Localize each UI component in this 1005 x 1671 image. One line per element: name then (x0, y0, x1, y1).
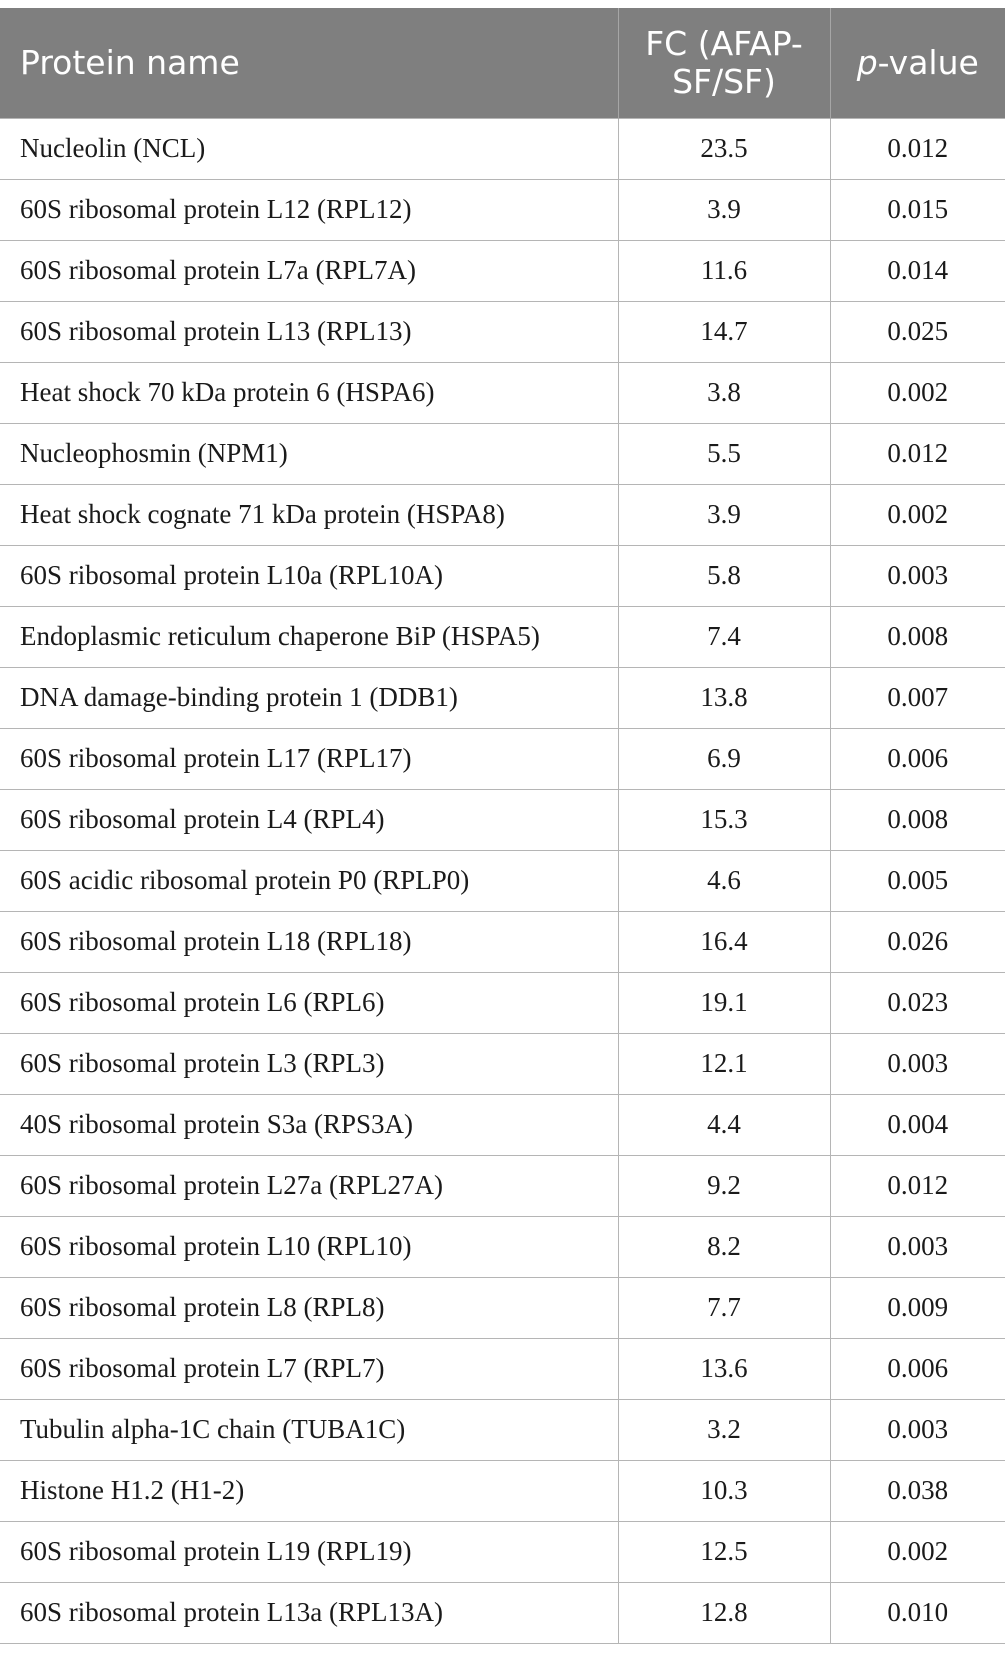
p-value-cell: 0.012 (830, 423, 1005, 484)
p-value-cell: 0.012 (830, 1155, 1005, 1216)
table-row (0, 789, 1005, 850)
fold-change-cell: 15.3 (618, 789, 830, 850)
table-row (0, 484, 1005, 545)
table-row (0, 301, 1005, 362)
p-value-cell: 0.007 (830, 667, 1005, 728)
table-row (0, 1216, 1005, 1277)
table-row (0, 362, 1005, 423)
fold-change-cell: 19.1 (618, 972, 830, 1033)
header-p-value (830, 8, 1005, 118)
protein-name-cell: Heat shock 70 kDa protein 6 (HSPA6) (0, 362, 618, 423)
fold-change-cell: 14.7 (618, 301, 830, 362)
header-p-italic: p (856, 42, 878, 82)
fold-change-cell: 12.1 (618, 1033, 830, 1094)
protein-name-cell: Histone H1.2 (H1-2) (0, 1460, 618, 1521)
fold-change-cell: 5.8 (618, 545, 830, 606)
p-value-cell: 0.002 (830, 1521, 1005, 1582)
table-row (0, 1338, 1005, 1399)
p-value-cell: 0.012 (830, 118, 1005, 179)
fold-change-cell: 12.8 (618, 1582, 830, 1643)
p-value-cell: 0.003 (830, 1399, 1005, 1460)
fold-change-cell: 5.5 (618, 423, 830, 484)
fold-change-cell: 3.8 (618, 362, 830, 423)
protein-name-cell: 60S ribosomal protein L4 (RPL4) (0, 789, 618, 850)
table-header (0, 8, 1005, 118)
fold-change-cell: 6.9 (618, 728, 830, 789)
header-fold-change: FC (AFAP-SF/SF) (618, 8, 830, 118)
p-value-cell: 0.003 (830, 1033, 1005, 1094)
p-value-cell: 0.002 (830, 362, 1005, 423)
protein-name-cell: 40S ribosomal protein S3a (RPS3A) (0, 1094, 618, 1155)
header-protein-name: Protein name (0, 8, 618, 118)
fold-change-cell: 3.9 (618, 484, 830, 545)
protein-table-container (0, 8, 1005, 1644)
protein-name-cell: 60S ribosomal protein L10a (RPL10A) (0, 545, 618, 606)
table-row (0, 1399, 1005, 1460)
fold-change-cell: 12.5 (618, 1521, 830, 1582)
p-value-cell: 0.008 (830, 606, 1005, 667)
protein-name-cell: Endoplasmic reticulum chaperone BiP (HSPA5) (0, 606, 618, 667)
fold-change-cell: 4.4 (618, 1094, 830, 1155)
table-row (0, 118, 1005, 179)
table-row (0, 1277, 1005, 1338)
table-row (0, 1582, 1005, 1643)
fold-change-cell: 13.6 (618, 1338, 830, 1399)
table-row (0, 728, 1005, 789)
table-row (0, 972, 1005, 1033)
p-value-cell: 0.006 (830, 1338, 1005, 1399)
protein-name-cell: 60S acidic ribosomal protein P0 (RPLP0) (0, 850, 618, 911)
table-row (0, 911, 1005, 972)
protein-name-cell: 60S ribosomal protein L10 (RPL10) (0, 1216, 618, 1277)
protein-name-cell: 60S ribosomal protein L3 (RPL3) (0, 1033, 618, 1094)
table-row (0, 423, 1005, 484)
table-row (0, 1521, 1005, 1582)
protein-name-cell: 60S ribosomal protein L7 (RPL7) (0, 1338, 618, 1399)
fold-change-cell: 23.5 (618, 118, 830, 179)
fold-change-cell: 4.6 (618, 850, 830, 911)
protein-name-cell: 60S ribosomal protein L12 (RPL12) (0, 179, 618, 240)
protein-name-cell: Nucleophosmin (NPM1) (0, 423, 618, 484)
p-value-cell: 0.023 (830, 972, 1005, 1033)
p-value-cell: 0.003 (830, 545, 1005, 606)
fold-change-cell: 8.2 (618, 1216, 830, 1277)
p-value-cell: 0.003 (830, 1216, 1005, 1277)
protein-name-cell: Tubulin alpha-1C chain (TUBA1C) (0, 1399, 618, 1460)
fold-change-cell: 7.7 (618, 1277, 830, 1338)
header-row (0, 8, 1005, 118)
fold-change-cell: 11.6 (618, 240, 830, 301)
table-row (0, 667, 1005, 728)
protein-name-cell: 60S ribosomal protein L8 (RPL8) (0, 1277, 618, 1338)
protein-name-cell: 60S ribosomal protein L6 (RPL6) (0, 972, 618, 1033)
fold-change-cell: 3.9 (618, 179, 830, 240)
protein-table (0, 8, 1005, 1644)
p-value-cell: 0.025 (830, 301, 1005, 362)
p-value-cell: 0.015 (830, 179, 1005, 240)
fold-change-cell: 9.2 (618, 1155, 830, 1216)
protein-name-cell: 60S ribosomal protein L17 (RPL17) (0, 728, 618, 789)
p-value-cell: 0.009 (830, 1277, 1005, 1338)
p-value-cell: 0.014 (830, 240, 1005, 301)
protein-name-cell: Nucleolin (NCL) (0, 118, 618, 179)
p-value-cell: 0.002 (830, 484, 1005, 545)
table-row (0, 1155, 1005, 1216)
protein-name-cell: Heat shock cognate 71 kDa protein (HSPA8) (0, 484, 618, 545)
p-value-cell: 0.010 (830, 1582, 1005, 1643)
protein-name-cell: 60S ribosomal protein L13a (RPL13A) (0, 1582, 618, 1643)
p-value-cell: 0.038 (830, 1460, 1005, 1521)
fold-change-cell: 13.8 (618, 667, 830, 728)
protein-name-cell: 60S ribosomal protein L19 (RPL19) (0, 1521, 618, 1582)
fold-change-cell: 16.4 (618, 911, 830, 972)
table-row (0, 1033, 1005, 1094)
p-value-cell: 0.004 (830, 1094, 1005, 1155)
protein-name-cell: 60S ribosomal protein L13 (RPL13) (0, 301, 618, 362)
table-row (0, 606, 1005, 667)
table-row (0, 545, 1005, 606)
protein-name-cell: 60S ribosomal protein L18 (RPL18) (0, 911, 618, 972)
table-row (0, 1460, 1005, 1521)
p-value-cell: 0.026 (830, 911, 1005, 972)
header-p-rest: -value (877, 42, 979, 82)
table-row (0, 850, 1005, 911)
protein-name-cell: DNA damage-binding protein 1 (DDB1) (0, 667, 618, 728)
p-value-cell: 0.006 (830, 728, 1005, 789)
fold-change-cell: 7.4 (618, 606, 830, 667)
p-value-cell: 0.008 (830, 789, 1005, 850)
table-body (0, 118, 1005, 1643)
p-value-cell: 0.005 (830, 850, 1005, 911)
table-row (0, 1094, 1005, 1155)
table-row (0, 240, 1005, 301)
protein-name-cell: 60S ribosomal protein L27a (RPL27A) (0, 1155, 618, 1216)
fold-change-cell: 10.3 (618, 1460, 830, 1521)
table-row (0, 179, 1005, 240)
protein-name-cell: 60S ribosomal protein L7a (RPL7A) (0, 240, 618, 301)
fold-change-cell: 3.2 (618, 1399, 830, 1460)
